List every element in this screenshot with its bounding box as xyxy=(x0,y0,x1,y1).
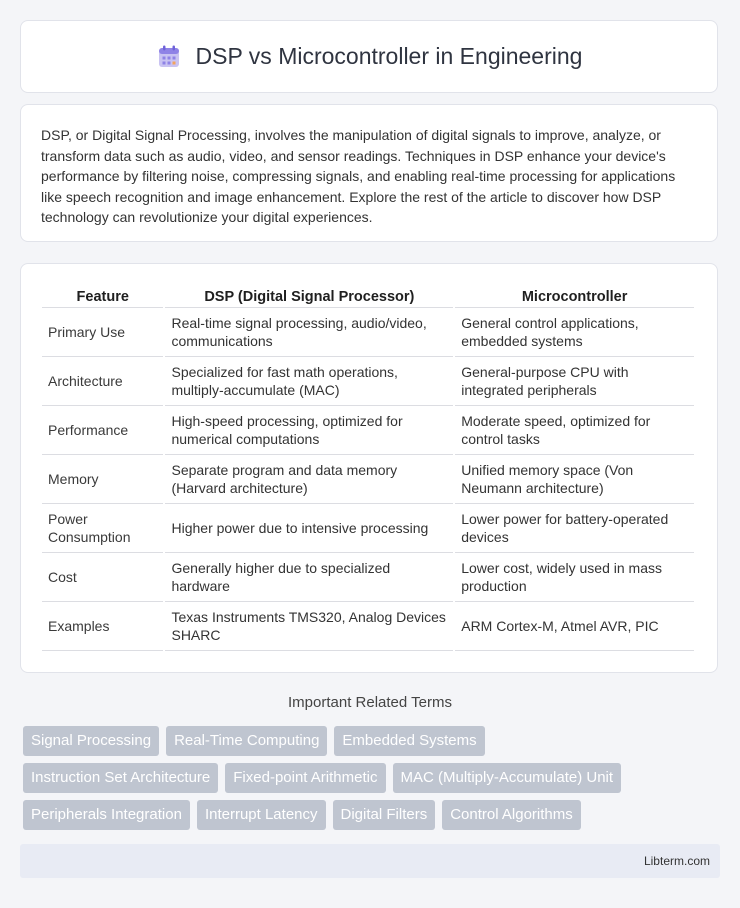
tag-instruction-set-architecture[interactable]: Instruction Set Architecture xyxy=(23,763,218,793)
table-row xyxy=(42,308,694,357)
tag-row xyxy=(23,726,723,756)
intro-paragraph: DSP, or Digital Signal Processing, involves the manipulation of digital signals to improve, analyze, or transform data such as audio, video, and sensor readings. Techniques in DSP enhance your device's performance by filtering noise, compressing signals, and enabling real-time processing for applications like speech recognition and image enhancement. Explore the rest of the article to discover how DSP technology can revolutionize your digital experiences. xyxy=(41,127,676,225)
tag-interrupt-latency[interactable]: Interrupt Latency xyxy=(197,800,326,830)
feature-cell: Architecture xyxy=(42,357,163,406)
intro-card xyxy=(20,104,718,242)
table-row xyxy=(42,406,694,455)
header xyxy=(156,43,583,70)
dsp-cell: Separate program and data memory (Harvard architecture) xyxy=(165,455,453,504)
microcontroller-cell: General-purpose CPU with integrated peripherals xyxy=(455,357,694,406)
table-row xyxy=(42,357,694,406)
page-title: DSP vs Microcontroller in Engineering xyxy=(195,43,583,69)
footer xyxy=(20,844,720,878)
table-row xyxy=(42,455,694,504)
table-row xyxy=(42,504,694,553)
calendar-icon xyxy=(156,44,182,70)
comparison-table-card xyxy=(20,263,718,673)
dsp-cell: Texas Instruments TMS320, Analog Devices SHARC xyxy=(165,602,453,651)
tag-peripherals-integration[interactable]: Peripherals Integration xyxy=(23,800,190,830)
microcontroller-cell: General control applications, embedded systems xyxy=(455,308,694,357)
header-card xyxy=(20,20,718,93)
related-terms-title: Important Related Terms xyxy=(288,694,452,711)
feature-cell: Cost xyxy=(42,553,163,602)
feature-cell: Examples xyxy=(42,602,163,651)
tag-row xyxy=(23,800,723,830)
table-row xyxy=(42,602,694,651)
tag-row xyxy=(23,763,723,793)
microcontroller-cell: Moderate speed, optimized for control tasks xyxy=(455,406,694,455)
microcontroller-cell: ARM Cortex-M, Atmel AVR, PIC xyxy=(455,602,694,651)
feature-cell: Memory xyxy=(42,455,163,504)
tag-control-algorithms[interactable]: Control Algorithms xyxy=(442,800,581,830)
feature-cell: Primary Use xyxy=(42,308,163,357)
microcontroller-cell: Lower power for battery-operated devices xyxy=(455,504,694,553)
dsp-cell: High-speed processing, optimized for numerical computations xyxy=(165,406,453,455)
footer-site-link[interactable]: Libterm.com xyxy=(643,854,710,868)
microcontroller-cell: Unified memory space (Von Neumann architecture) xyxy=(455,455,694,504)
feature-cell: Performance xyxy=(42,406,163,455)
tag-real-time-computing[interactable]: Real-Time Computing xyxy=(166,726,327,756)
tag-fixed-point-arithmetic[interactable]: Fixed-point Arithmetic xyxy=(225,763,385,793)
tag-signal-processing[interactable]: Signal Processing xyxy=(23,726,159,756)
dsp-cell: Generally higher due to specialized hardware xyxy=(165,553,453,602)
related-terms xyxy=(23,726,723,837)
column-header-microcontroller: Microcontroller xyxy=(455,284,694,308)
tag-digital-filters[interactable]: Digital Filters xyxy=(333,800,436,830)
dsp-cell: Higher power due to intensive processing xyxy=(165,504,453,553)
feature-cell: Power Consumption xyxy=(42,504,163,553)
tag-mac-unit[interactable]: MAC (Multiply-Accumulate) Unit xyxy=(393,763,622,793)
comparison-table xyxy=(40,284,696,651)
dsp-cell: Specialized for fast math operations, multiply-accumulate (MAC) xyxy=(165,357,453,406)
microcontroller-cell: Lower cost, widely used in mass production xyxy=(455,553,694,602)
dsp-cell: Real-time signal processing, audio/video, communications xyxy=(165,308,453,357)
table-header-row xyxy=(42,284,694,308)
column-header-dsp: DSP (Digital Signal Processor) xyxy=(165,284,453,308)
column-header-feature: Feature xyxy=(42,284,163,308)
table-row xyxy=(42,553,694,602)
tag-embedded-systems[interactable]: Embedded Systems xyxy=(334,726,484,756)
